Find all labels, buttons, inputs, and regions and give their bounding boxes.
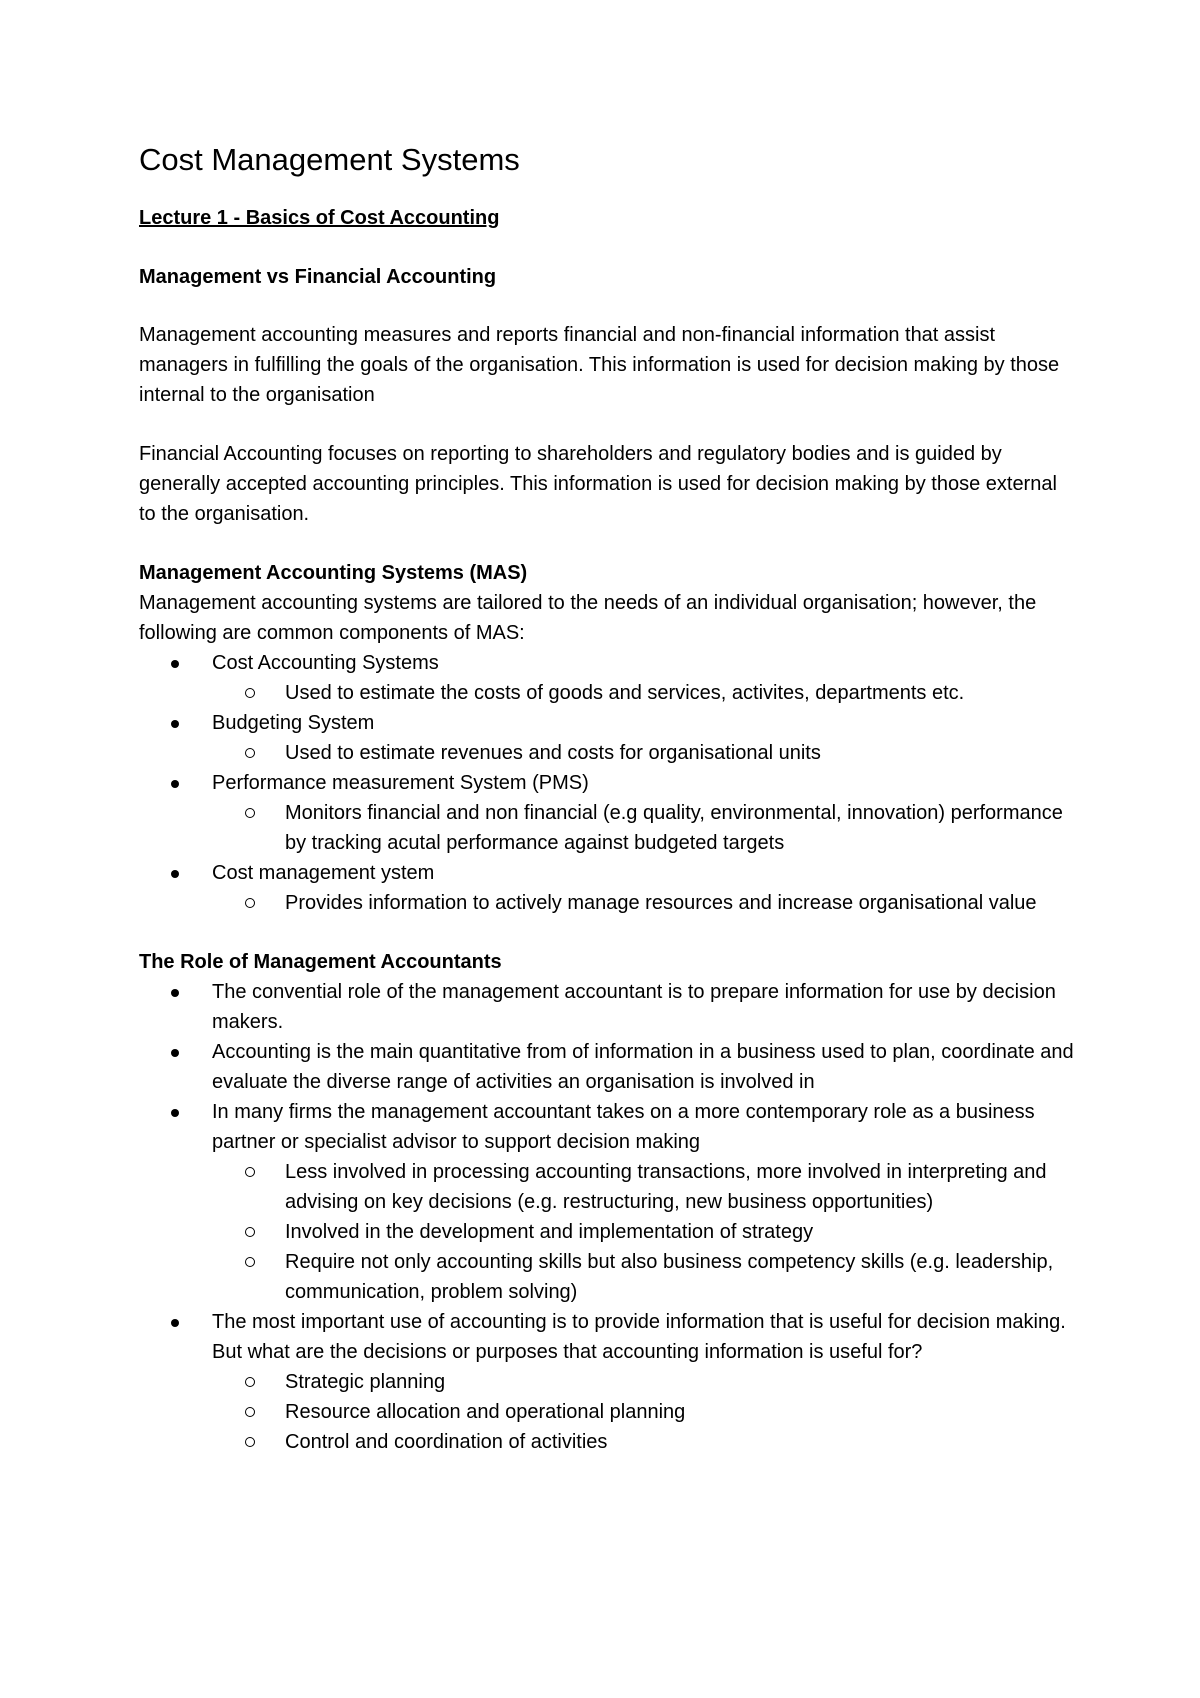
circle-bullet-icon: [245, 1437, 255, 1447]
sub-list-item: [139, 1247, 1079, 1307]
circle-bullet-icon: [245, 1167, 255, 1177]
bullet-icon: [171, 1319, 179, 1327]
sub-list-item: [139, 1367, 1079, 1397]
sub-list-item-label: Provides information to actively manage resources and increase organisational value: [285, 892, 1037, 914]
sub-list-item: [139, 888, 1079, 918]
sub-list: [139, 798, 1079, 858]
list-item-label: Cost Accounting Systems: [212, 652, 439, 674]
document-body: [139, 140, 1079, 1457]
sub-list-item-label: Strategic planning: [285, 1371, 446, 1393]
sub-list-item: [139, 1157, 1079, 1217]
paragraph-financial-accounting: Financial Accounting focuses on reporting to shareholders and regulatory bodies and is guided by generally accepted accounting principles. This information is used for decision making by those external to the organisation.: [139, 443, 1057, 525]
list-item-label: Cost management ystem: [212, 862, 435, 884]
list-item: [139, 768, 1079, 858]
list-item: [139, 648, 1079, 708]
sub-list-item: [139, 738, 1079, 768]
sub-list: [139, 1367, 1079, 1457]
circle-bullet-icon: [245, 898, 255, 908]
list-item-label: Budgeting System: [212, 712, 375, 734]
list-item-label: Accounting is the main quantitative from of information in a business used to plan, coordinate and evaluate the diverse range of activities an organisation is involved in: [212, 1041, 1074, 1093]
sub-list-item: [139, 1217, 1079, 1247]
sub-list-item: [139, 1397, 1079, 1427]
sub-list: [139, 888, 1079, 918]
list-item: [139, 1037, 1079, 1097]
list-item: [139, 708, 1079, 768]
list-item-label: Performance measurement System (PMS): [212, 772, 589, 794]
sub-list-item-label: Resource allocation and operational planning: [285, 1401, 686, 1423]
sub-list: [139, 678, 1079, 708]
bullet-icon: [171, 870, 179, 878]
list-item-label: The convential role of the management accountant is to prepare information for use by decision makers.: [212, 981, 1056, 1033]
circle-bullet-icon: [245, 808, 255, 818]
circle-bullet-icon: [245, 1377, 255, 1387]
list-item-label: In many firms the management accountant takes on a more contemporary role as a business partner or specialist advisor to support decision making: [212, 1101, 1035, 1153]
sub-list-item: [139, 678, 1079, 708]
sub-list-item-label: Involved in the development and implementation of strategy: [285, 1221, 814, 1243]
sub-list-item-label: Less involved in processing accounting transactions, more involved in interpreting and advising on key decisions (e.g. restructuring, new business opportunities): [285, 1161, 1047, 1213]
list-item-label: The most important use of accounting is to provide information that is useful for decision making. But what are the decisions or purposes that accounting information is useful for?: [212, 1311, 1066, 1363]
circle-bullet-icon: [245, 1257, 255, 1267]
circle-bullet-icon: [245, 748, 255, 758]
bullet-icon: [171, 989, 179, 997]
sub-list: [139, 738, 1079, 768]
list-item: [139, 977, 1079, 1037]
document-title: Cost Management Systems: [139, 142, 520, 177]
list-item: [139, 858, 1079, 918]
sub-list-item-label: Require not only accounting skills but also business competency skills (e.g. leadership, communication, problem solving): [285, 1251, 1054, 1303]
sub-list-item: [139, 798, 1079, 858]
bullet-icon: [171, 780, 179, 788]
sub-list-item: [139, 1427, 1079, 1457]
circle-bullet-icon: [245, 1227, 255, 1237]
lecture-heading: Lecture 1 - Basics of Cost Accounting: [139, 207, 500, 229]
circle-bullet-icon: [245, 1407, 255, 1417]
bullet-icon: [171, 660, 179, 668]
sub-list-item-label: Used to estimate the costs of goods and services, activites, departments etc.: [285, 682, 965, 704]
bullet-icon: [171, 720, 179, 728]
sub-list-item-label: Used to estimate revenues and costs for organisational units: [285, 742, 821, 764]
circle-bullet-icon: [245, 688, 255, 698]
section-heading-role: The Role of Management Accountants: [139, 951, 502, 973]
bullet-icon: [171, 1049, 179, 1057]
mas-components-list: [139, 648, 1079, 918]
role-list: [139, 977, 1079, 1457]
list-item: [139, 1097, 1079, 1307]
bullet-icon: [171, 1109, 179, 1117]
paragraph-mas-intro: Management accounting systems are tailored to the needs of an individual organisation; however, the following are common components of MAS:: [139, 592, 1037, 644]
section-heading-mgmt-vs-fin: Management vs Financial Accounting: [139, 266, 497, 288]
paragraph-management-accounting: Management accounting measures and reports financial and non-financial information that assist managers in fulfilling the goals of the organisation. This information is used for decision making by those internal to the organisation: [139, 324, 1060, 406]
sub-list-item-label: Control and coordination of activities: [285, 1431, 608, 1453]
sub-list-item-label: Monitors financial and non financial (e.g quality, environmental, innovation) performance by tracking acutal performance against budgeted targets: [285, 802, 1063, 854]
sub-list: [139, 1157, 1079, 1307]
list-item: [139, 1307, 1079, 1457]
section-heading-mas: Management Accounting Systems (MAS): [139, 562, 528, 584]
